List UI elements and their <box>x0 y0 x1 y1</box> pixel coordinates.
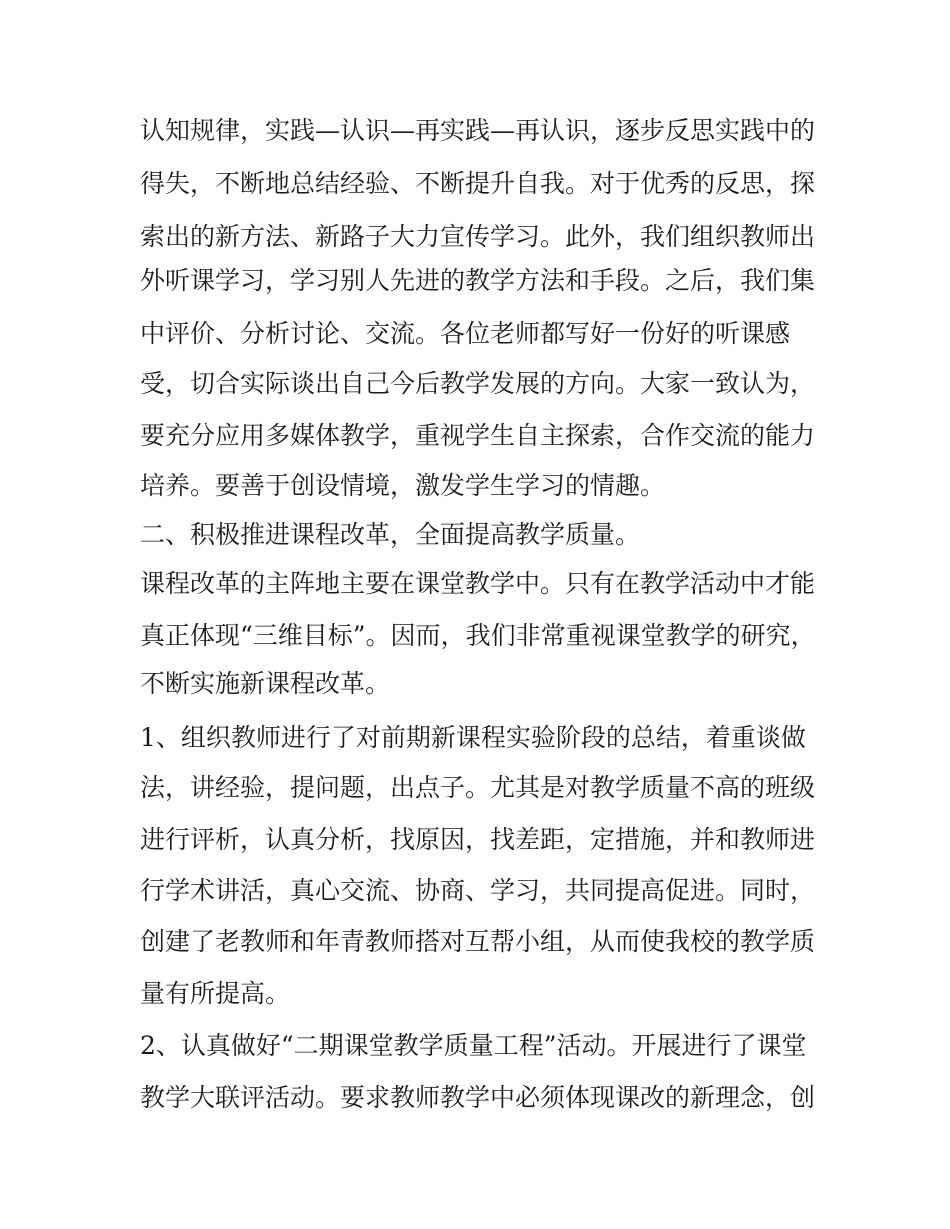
text-line-11: 真正体现“三维目标”。因而，我们非常重视课堂教学的研究， <box>140 621 816 650</box>
text-line-12: 不断实施新课程改革。 <box>140 669 391 698</box>
text-line-6: 受，切合实际谈出自己今后教学发展的方向。大家一致认为， <box>140 369 816 398</box>
text-line-18: 量有所提高。 <box>140 979 291 1008</box>
text-line-1: 认知规律，实践—认识—再实践—再认识，逐步反思实践中的 <box>140 116 816 145</box>
text-line-14: 法，讲经验，提问题，出点子。尤其是对教学质量不高的班级 <box>140 773 816 802</box>
text-line-20: 教学大联评活动。要求教师教学中必须体现课改的新理念，创 <box>140 1083 816 1112</box>
text-line-16: 行学术讲活，真心交流、协商、学习，共同提高促进。同时， <box>140 876 816 905</box>
text-line-17: 创建了老教师和年青教师搭对互帮小组，从而使我校的教学质 <box>140 927 816 956</box>
text-line-15: 进行评析，认真分析，找原因，找差距，定措施，并和教师进 <box>140 825 816 854</box>
text-line-4: 外听课学习，学习别人先进的教学方法和手段。之后，我们集 <box>140 266 816 295</box>
section-heading: 二、积极推进课程改革，全面提高教学质量。 <box>140 520 641 549</box>
text-line-10: 课程改革的主阵地主要在课堂教学中。只有在教学活动中才能 <box>140 569 816 598</box>
text-line-8: 培养。要善于创设情境，激发学生学习的情趣。 <box>140 471 666 500</box>
text-line-5: 中评价、分析讨论、交流。各位老师都写好一份好的听课感 <box>140 319 791 348</box>
text-line-7: 要充分应用多媒体教学，重视学生自主探索，合作交流的能力 <box>140 421 816 450</box>
text-line-2: 得失，不断地总结经验、不断提升自我。对于优秀的反思，探 <box>140 169 816 198</box>
text-line-19: 2、认真做好“二期课堂教学质量工程”活动。开展进行了课堂 <box>140 1031 807 1060</box>
text-line-13: 1、组织教师进行了对前期新课程实验阶段的总结，着重谈做 <box>140 723 806 752</box>
text-line-3: 索出的新方法、新路子大力宣传学习。此外，我们组织教师出 <box>140 222 816 251</box>
